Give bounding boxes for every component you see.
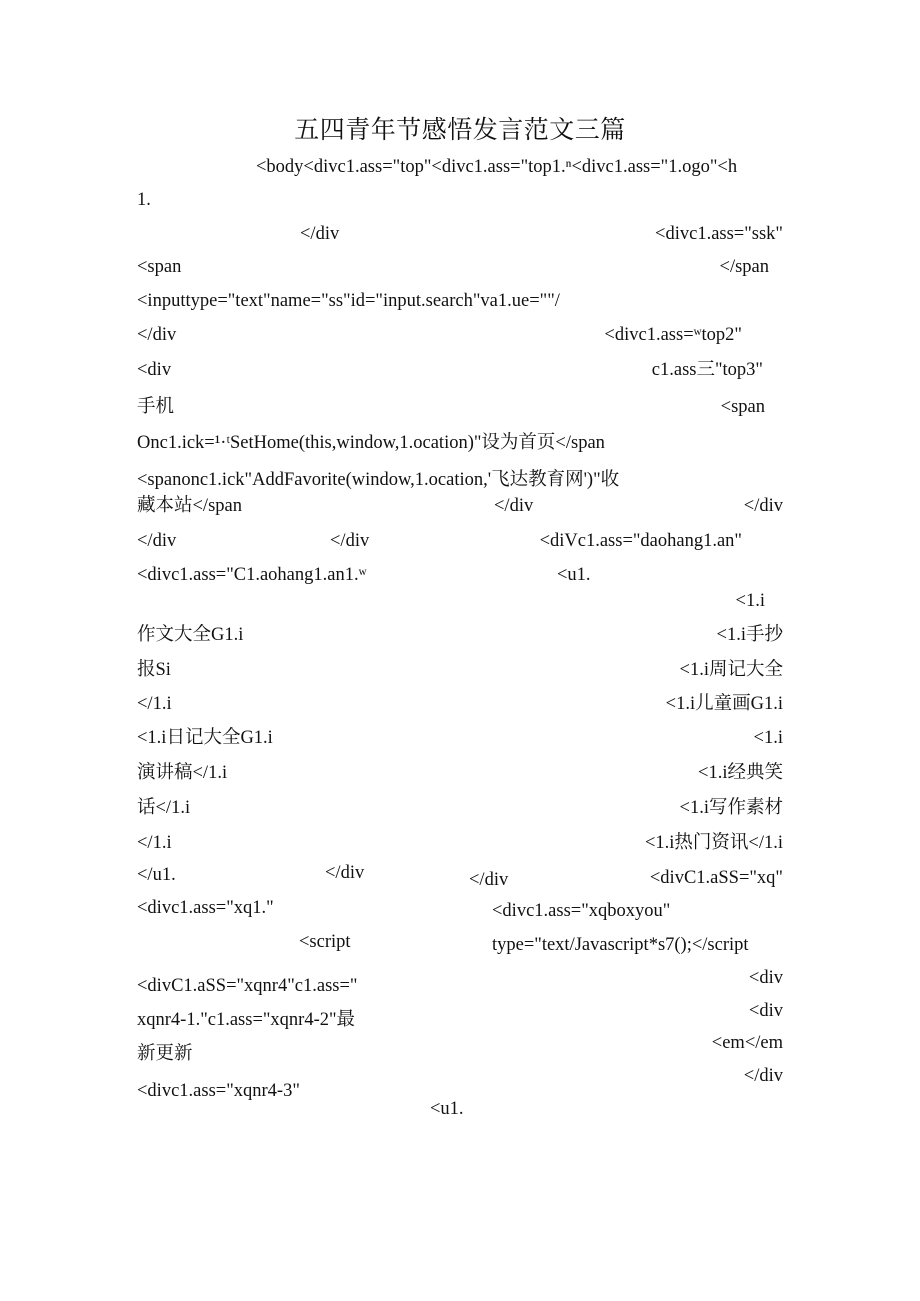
text-line: <div <box>748 968 783 988</box>
text-line: <em</em <box>711 1033 783 1053</box>
text-line: 1. <box>137 190 151 210</box>
text-line: <span <box>137 257 182 277</box>
text-line: type="text/Javascript*s7();</script <box>492 935 749 955</box>
document-title: 五四青年节感悟发言范文三篇 <box>294 115 626 144</box>
text-line: </span <box>719 257 769 277</box>
text-line: <span <box>720 397 765 417</box>
text-line: <divC1.aSS="xqnr4"c1.ass=" <box>137 976 358 996</box>
text-line: <inputtype="text"name="ss"id="input.search"va1.ue=""/ <box>137 291 560 311</box>
text-line: </1.i <box>137 694 172 714</box>
text-line: <div <box>137 360 172 380</box>
text-line: c1.ass三"top3" <box>651 360 763 380</box>
text-line: <1.i日记大全G1.i <box>137 728 273 748</box>
text-line: <div <box>748 1001 783 1021</box>
text-line: <divc1.ass="xqboxyou" <box>492 901 671 921</box>
text-line: <divC1.aSS="xq" <box>649 868 783 888</box>
text-line: <1.i写作素材 <box>679 798 783 818</box>
text-line: <1.i儿童画G1.i <box>665 694 783 714</box>
text-line: <diVc1.ass="daohang1.an" <box>539 531 742 551</box>
text-line: </div <box>469 870 509 890</box>
text-line: <u1. <box>430 1099 464 1119</box>
text-line: </u1. <box>137 865 176 885</box>
text-line: <divc1.ass="ssk" <box>655 224 783 244</box>
text-line: <divc1.ass="C1.aohang1.an1.ʷ <box>137 565 367 585</box>
text-line: 新更新 <box>137 1044 193 1064</box>
text-line: </div <box>137 531 177 551</box>
text-line: <script <box>299 932 351 952</box>
text-line: </div <box>743 496 783 516</box>
text-line: <1.i热门资讯</1.i <box>644 833 783 853</box>
text-line: 手机 <box>137 397 175 417</box>
text-line: <1.i <box>735 591 765 611</box>
text-line: 演讲稿</1.i <box>137 763 228 783</box>
text-line: <body<divc1.ass="top"<divc1.ass="top1.ⁿ<divc1.ass="1.ogo"<h <box>256 157 738 177</box>
text-line: 作文大全G1.i <box>137 625 244 645</box>
text-line: 藏本站</span <box>137 496 242 516</box>
text-line: </1.i <box>137 833 172 853</box>
text-line: 报Si <box>137 660 171 680</box>
text-line: <u1. <box>557 565 591 585</box>
text-line: <1.i <box>753 728 783 748</box>
text-line: 话</1.i <box>137 798 191 818</box>
text-line: <spanonc1.ick"AddFavorite(window,1.ocation,'飞达教育网')"收 <box>137 470 620 490</box>
text-line: <1.i经典笑 <box>698 763 783 783</box>
text-line: </div <box>330 531 370 551</box>
text-line: </div <box>325 863 365 883</box>
text-line: xqnr4-1."c1.ass="xqnr4-2"最 <box>137 1010 356 1030</box>
text-line: <divc1.ass=ʷtop2" <box>604 325 742 345</box>
text-line: </div <box>300 224 340 244</box>
text-line: </div <box>743 1066 783 1086</box>
text-line: </div <box>494 496 534 516</box>
text-line: </div <box>137 325 177 345</box>
text-line: <divc1.ass="xq1." <box>137 898 274 918</box>
text-line: <1.i手抄 <box>716 625 783 645</box>
text-line: <divc1.ass="xqnr4-3" <box>137 1081 300 1101</box>
text-line: Onc1.ick=¹·ᵗSetHome(this,window,1.ocation)"设为首页</span <box>137 433 605 453</box>
text-line: <1.i周记大全 <box>679 660 783 680</box>
